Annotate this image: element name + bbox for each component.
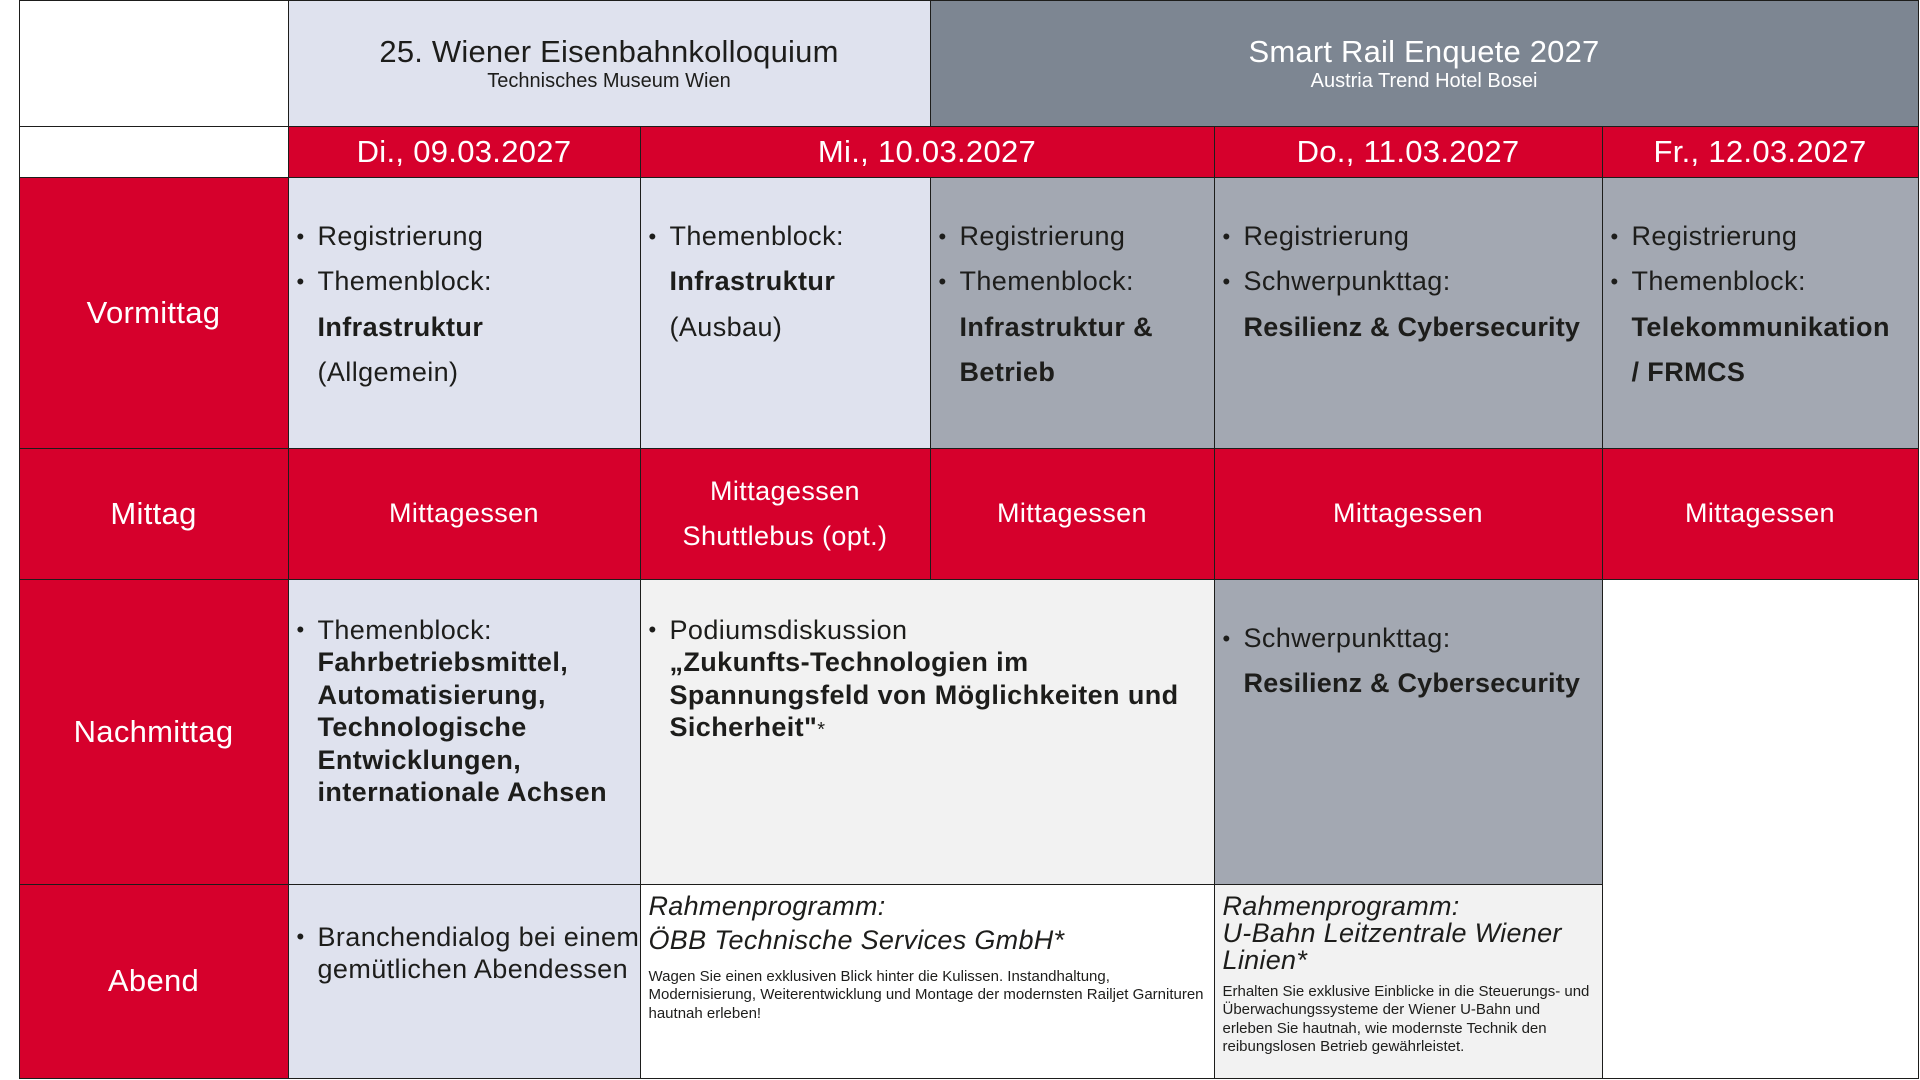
venue-header-kolloquium — [288, 0, 931, 127]
session-cell — [1602, 177, 1919, 449]
side-program-heading: Rahmenprogramm: — [648, 890, 886, 921]
venue-title: 25. Wiener Eisenbahnkolloquium — [379, 34, 839, 69]
lunch-cell — [640, 448, 931, 580]
bullet-item: • Registrierung — [1603, 214, 1918, 260]
side-program-cell — [1214, 884, 1603, 1079]
venue-subtitle: Austria Trend Hotel Bosei — [1310, 70, 1538, 92]
corner-cell — [19, 0, 289, 127]
side-program-cell — [640, 884, 1215, 1079]
date-header — [288, 126, 641, 178]
period-label-abend — [19, 884, 289, 1079]
period-label: Nachmittag — [73, 713, 234, 749]
side-program-description: Erhalten Sie exklusive Einblicke in die Steuerungs- und Überwachungssysteme der Wiener U-Bahn und erleben Sie hautnah, wie modernste Technik den reibungslosen Betrieb gewährleistet. — [1222, 982, 1590, 1055]
bullet-item: • Schwerpunkttag: Resilienz & Cybersecurity — [1215, 616, 1602, 707]
side-program-host: U-Bahn Leitzentrale Wiener Linien* — [1222, 917, 1562, 975]
session-cell — [1214, 579, 1603, 885]
date-label: Do., 11.03.2027 — [1296, 133, 1520, 169]
date-label: Mi., 10.03.2027 — [817, 133, 1037, 169]
empty-cell — [1602, 579, 1919, 1079]
lunch-label: Mittagessen — [710, 475, 860, 506]
bullet-item: • Themenblock: Telekommunikation / FRMCS — [1603, 259, 1918, 396]
schedule-table — [19, 0, 1916, 1078]
lunch-cell — [288, 448, 641, 580]
session-cell — [640, 177, 931, 449]
period-label-mittag — [19, 448, 289, 580]
lunch-cell — [1214, 448, 1603, 580]
date-header — [640, 126, 1215, 178]
bullet-item: • Themenblock: Infrastruktur (Ausbau) — [641, 214, 930, 351]
session-cell — [640, 579, 1215, 885]
lunch-label: Mittagessen — [997, 498, 1147, 528]
bullet-item: • Registrierung — [289, 214, 640, 260]
venue-title: Smart Rail Enquete 2027 — [1248, 34, 1600, 69]
date-header — [1602, 126, 1919, 178]
period-label: Abend — [107, 963, 200, 998]
shuttle-label: Shuttlebus (opt.) — [682, 520, 888, 551]
period-label-nachmittag — [19, 579, 289, 885]
date-label: Di., 09.03.2027 — [356, 133, 572, 169]
bullet-item: • Themenblock: Infrastruktur & Betrieb — [931, 259, 1214, 396]
venue-subtitle: Technisches Museum Wien — [487, 70, 731, 92]
bullet-item: • Branchendialog bei einem gemütlichen Abendessen — [289, 921, 640, 986]
session-cell — [288, 579, 641, 885]
date-label: Fr., 12.03.2027 — [1653, 133, 1867, 169]
period-label-vormittag — [19, 177, 289, 449]
bullet-item: • Schwerpunkttag: Resilienz & Cybersecurity — [1215, 259, 1602, 350]
session-cell — [288, 884, 641, 1079]
bullet-item: • Podiumsdiskussion „Zukunfts-Technologien im Spannungsfeld von Möglichkeiten und Sicherheit"* — [641, 614, 1206, 747]
period-label: Vormittag — [86, 294, 221, 330]
bullet-item: • Registrierung — [931, 214, 1214, 260]
lunch-cell — [1602, 448, 1919, 580]
bullet-item: • Themenblock: Infrastruktur (Allgemein) — [289, 259, 640, 396]
side-program-description: Wagen Sie einen exklusiven Blick hinter die Kulissen. Instandhaltung, Modernisierung, Weiterentwicklung und Montage der modernsten Railjet Garnituren hautnah erleben! — [648, 967, 1204, 1022]
session-cell — [1214, 177, 1603, 449]
corner-cell-2 — [19, 126, 289, 178]
venue-header-enquete — [930, 0, 1919, 127]
lunch-label: Mittagessen — [1685, 498, 1835, 528]
lunch-cell — [930, 448, 1215, 580]
session-cell — [930, 177, 1215, 449]
bullet-item: • Registrierung — [1215, 214, 1602, 260]
date-header — [1214, 126, 1603, 178]
period-label: Mittag — [110, 495, 197, 531]
side-program-heading: Rahmenprogramm: — [1222, 890, 1460, 921]
bullet-item: • Themenblock: Fahrbetriebsmittel, Automatisierung, Technologische Entwicklungen, internationale Achsen — [289, 614, 640, 809]
lunch-label: Mittagessen — [389, 498, 539, 528]
side-program-host: ÖBB Technische Services GmbH* — [648, 924, 1065, 955]
session-cell — [288, 177, 641, 449]
lunch-label: Mittagessen — [1333, 498, 1483, 528]
